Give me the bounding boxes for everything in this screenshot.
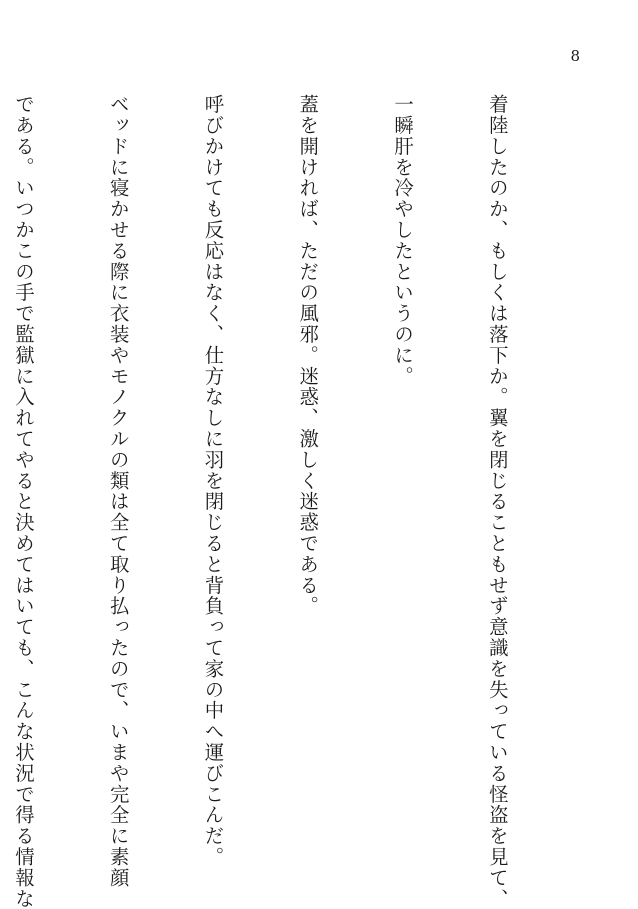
- text-line: 呼びかけても反応はなく、仕方なしに羽を閉じると背負って家の中へ運びこんだ。: [201, 94, 225, 868]
- text-line: 着陸したのか、もしくは落下か。翼を閉じることもせず意識を失っている怪盗を見て、: [485, 94, 509, 909]
- page-number: 8: [570, 47, 580, 65]
- text-line: ベッドに寝かせる際に衣装やモノクルの類は全て取り払ったので、いまや完全に素顔: [106, 94, 130, 889]
- body-text: [0, 94, 576, 909]
- text-line: 蓋を開ければ、ただの風邪。迷惑、激しく迷惑である。: [296, 94, 320, 617]
- text-line: である。いつかこの手で監獄に入れてやると決めてはいても、こんな状況で得る情報な: [11, 94, 35, 909]
- text-line: 一瞬肝を冷やしたというのに。: [391, 94, 415, 387]
